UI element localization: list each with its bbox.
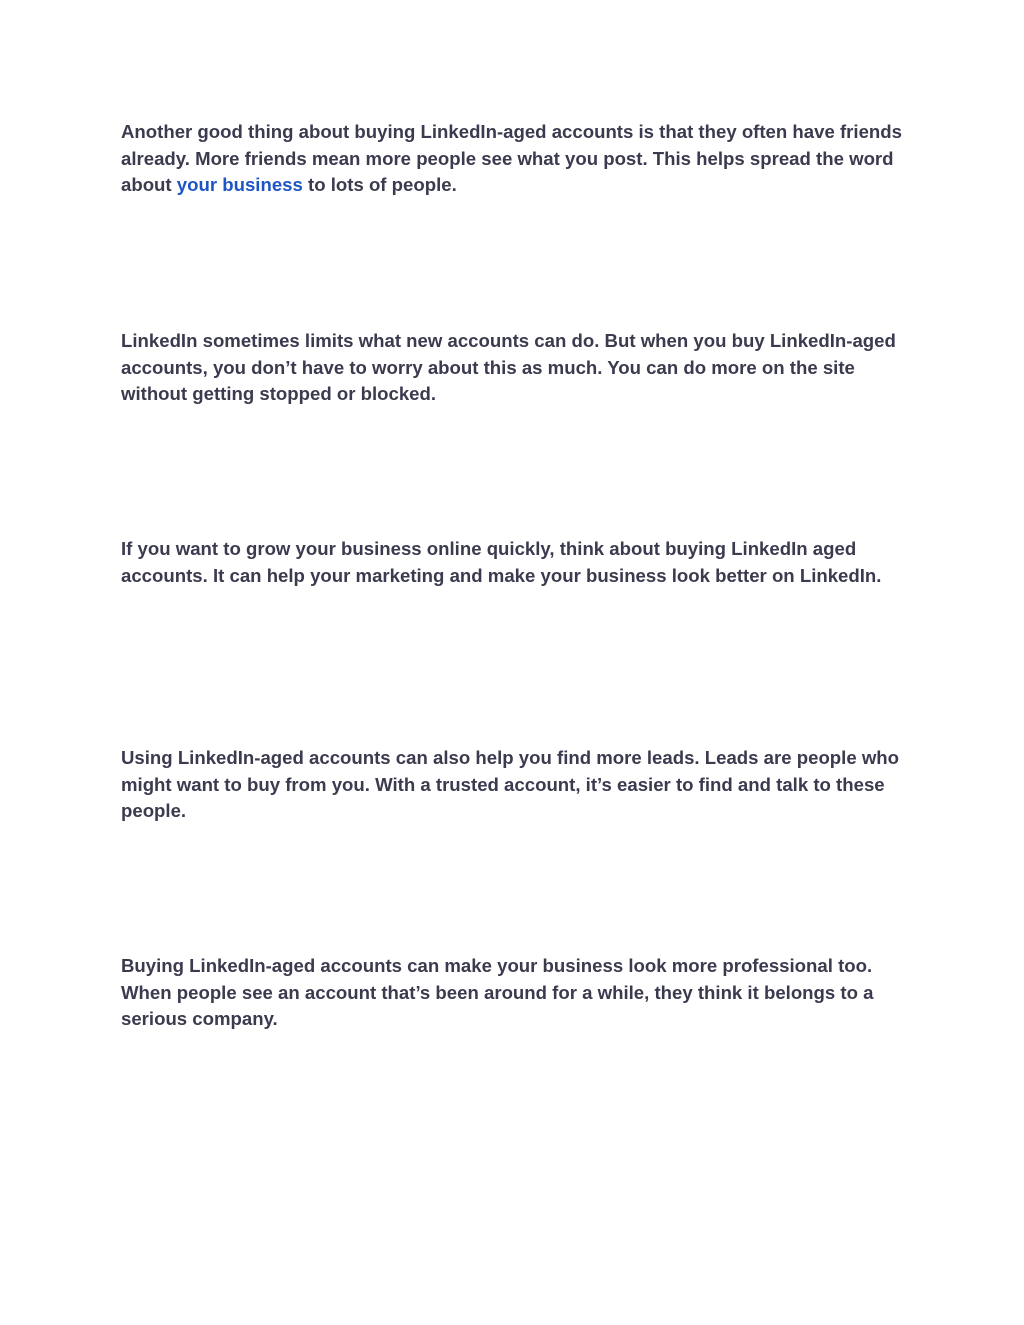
paragraph-friends: [121, 119, 911, 199]
paragraph-grow-business: If you want to grow your business online quickly, think about buying LinkedIn aged accounts. It can help your marketing and make your business look better on LinkedIn.: [121, 538, 882, 586]
paragraph-text-start: Another good thing about buying LinkedIn-aged accounts is that they often have friends already. More friends mean more people see what you post. This helps spread the word about: [121, 121, 902, 195]
paragraph-limits: LinkedIn sometimes limits what new accounts can do. But when you buy LinkedIn-aged accounts, you don’t have to worry about this as much. You can do more on the site without getting stopped or blocked.: [121, 330, 896, 404]
your-business-link[interactable]: your business: [176, 174, 303, 195]
paragraph-professional: Buying LinkedIn-aged accounts can make your business look more professional too. When people see an account that’s been around for a while, they think it belongs to a serious company.: [121, 955, 874, 1029]
paragraph-leads: Using LinkedIn-aged accounts can also help you find more leads. Leads are people who might want to buy from you. With a trusted account, it’s easier to find and talk to these people.: [121, 747, 900, 821]
paragraph-text-end: to lots of people.: [302, 174, 457, 195]
